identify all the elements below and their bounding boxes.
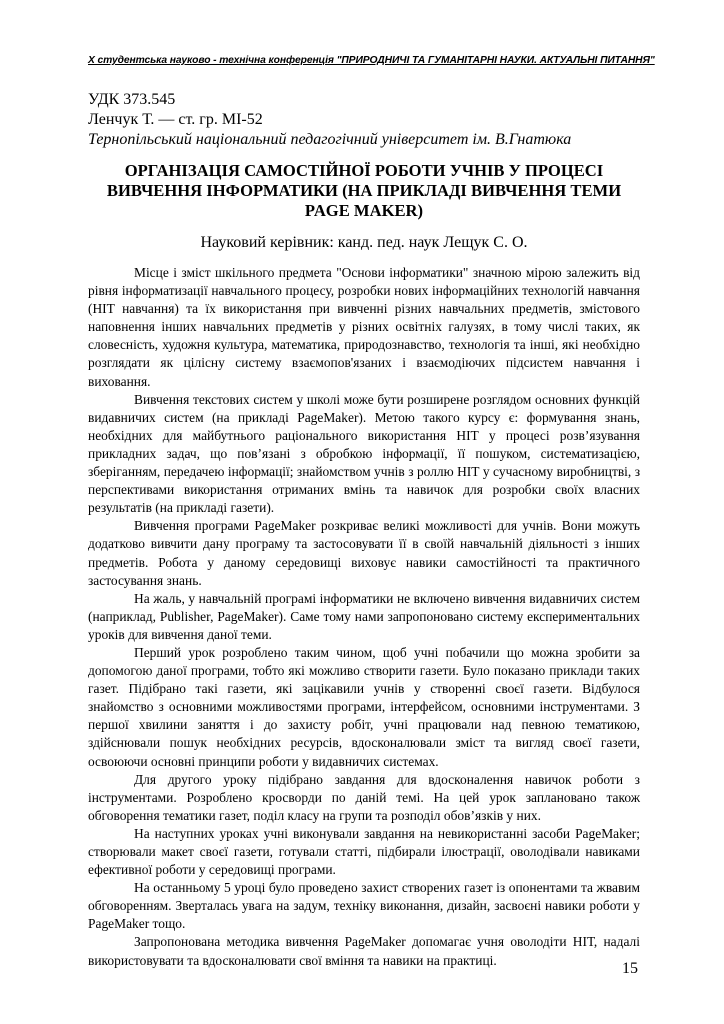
page-number: 15 bbox=[622, 960, 638, 977]
paragraph: Місце і зміст шкільного предмета "Основи інформатики" значною мірою залежить від рівня інформатизації навчального процесу, розробки нових інформаційних технологій навчання (НІТ навчання) та їх використання при вивченні різних навчальних предметів, змістового наповнення інших навчальних предметів у різних освітніх галузях, в тому числі таких, як словесність, художня культура, математика, природознавство, технологія та інші, які необхідно розглядати як цілісну систему взаємопов'язаних і взаємодіючих підсистем навчання і виховання. bbox=[88, 265, 640, 389]
article-title: ОРГАНІЗАЦІЯ САМОСТІЙНОЇ РОБОТИ УЧНІВ У ПРОЦЕСІ ВИВЧЕННЯ ІНФОРМАТИКИ (НА ПРИКЛАДІ ВИВЧЕННЯ ТЕМИ PAGE MAKER) bbox=[106, 161, 622, 220]
advisor-line: Науковий керівник: канд. пед. наук Лещук С. О. bbox=[200, 234, 528, 251]
author-line: Ленчук Т. — ст. гр. МІ-52 bbox=[88, 111, 263, 128]
paragraph: Запропонована методика вивчення PageMaker допомагає учня оволодіти НІТ, надалі використовувати та вдосконалювати свої вміння та навики на практиці. bbox=[88, 934, 640, 968]
udc-code: УДК 373.545 bbox=[88, 91, 176, 108]
paragraph: Вивчення програми PageMaker розкриває великі можливості для учнів. Вони можуть додатково вивчити дану програму та застосовувати її в своїй навчальній діяльності з інших предметів. Робота у даному середовищі виховує навики самостійності та практичного застосування знань. bbox=[88, 518, 640, 588]
article-body bbox=[88, 264, 640, 970]
paragraph: Перший урок розроблено таким чином, щоб учні побачили що можна зробити за допомогою даної програми, тобто які можливо створити газети. Було показано приклади таких газет. Підібрано такі газети, які зацікавили учнів у створенні своєї газети. Відбулося знайомство з основними можливостями програми, інтерфейсом, основними інструментами. З першої хвилини заняття і до захисту робіт, учні працювали над певною тематикою, здійснювали пошук необхідних ресурсів, вдосконалювали зміст та вигляд своєї газети, освоюючи основні принципи роботи у видавничих системах. bbox=[88, 644, 640, 769]
affiliation: Тернопільський національний педагогічний університет ім. В.Гнатюка bbox=[88, 131, 572, 148]
running-head: X студентська науково - технічна конференція "ПРИРОДНИЧІ ТА ГУМАНІТАРНІ НАУКИ. АКТУАЛЬНІ ПИТАННЯ" bbox=[88, 55, 655, 66]
paragraph: На останньому 5 уроці було проведено захист створених газет із опонентами та жвавим обговоренням. Зверталась увага на задум, техніку виконання, дизайн, засвоєні навики роботи у PageMaker тощо. bbox=[88, 880, 640, 932]
paragraph: Вивчення текстових систем у школі може бути розширене розглядом основних функцій видавничих систем (на прикладі PageMaker). Метою такого курсу є: формування знань, необхідних для майбутнього раціонального використання НІТ у процесі розв’язування прикладних задач, що пов’язані з обробкою інформації, її пошуком, систематизацією, зберіганням, передачею інформації; знайомством учнів з роллю НІТ у сучасному виробництві, з перспективами використання отриманих вмінь та навичок для розробки своїх власних результатів (на прикладі газети). bbox=[88, 391, 640, 516]
paragraph: Для другого уроку підібрано завдання для вдосконалення навичок роботи з інструментами. Розроблено кросворди по даній темі. На цей урок заплановано також обговорення тематики газет, поділ класу на групи та розподіл обов’язків у них. bbox=[88, 771, 640, 823]
paragraph: На жаль, у навчальній програмі інформатики не включено вивчення видавничих систем (наприклад, Publisher, PageMaker). Саме тому нами запропоновано систему експериментальних уроків для вивчення даної теми. bbox=[88, 590, 640, 642]
paragraph: На наступних уроках учні виконували завдання на невикористанні засоби PageMaker; створювали макет своєї газети, готували статті, підбирали ілюстрації, оволодівали навиками ефективної роботи у середовищі програми. bbox=[88, 825, 640, 878]
article-meta bbox=[88, 90, 648, 150]
